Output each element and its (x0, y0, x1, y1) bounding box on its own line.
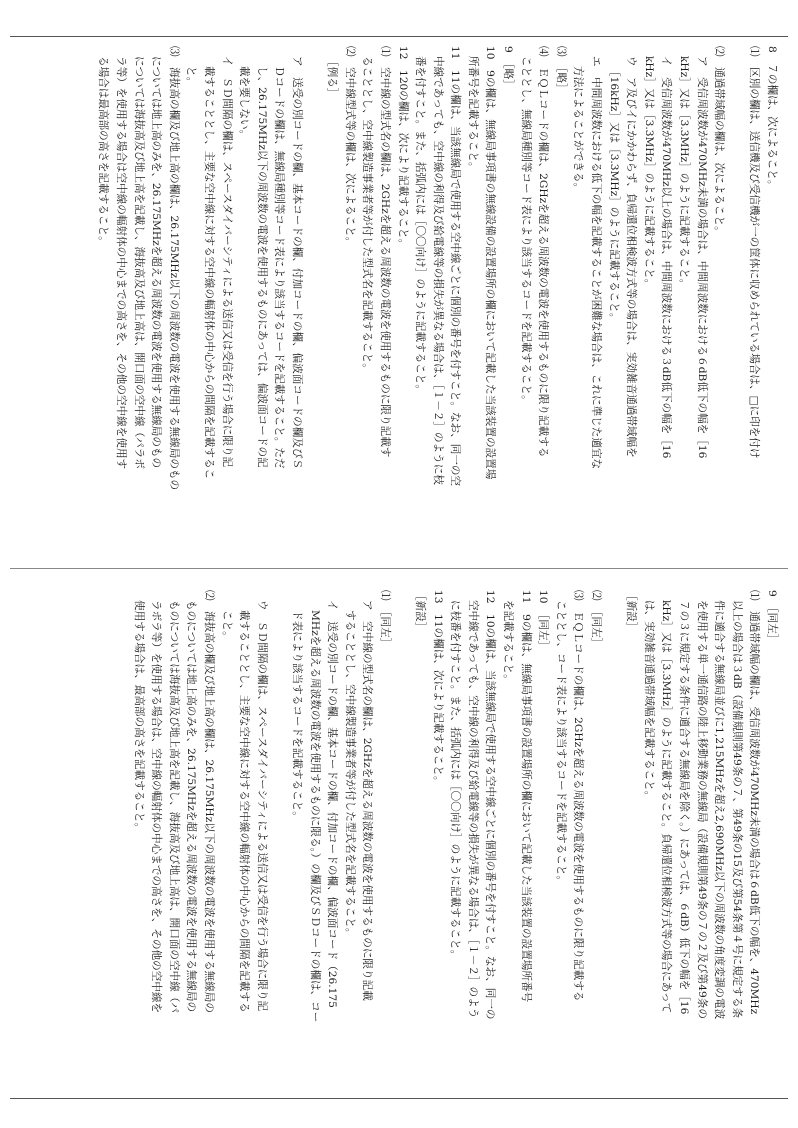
text-line (393, 590, 411, 1087)
text-line: ⑴ ［同左］ (378, 590, 391, 649)
text-line: ⑵ 通過帯域幅の欄は、次によること。 (713, 46, 726, 237)
text-line: ることとし、空中線製造事業者等が付した型式名を記載すること。 (361, 56, 374, 374)
text-line: 10 9の欄は、無線局事項書の無線設備の設置場所の欄において記載した当該装置の設置場 (484, 46, 497, 480)
text-line: ［新設］ (414, 590, 427, 633)
text-line: 使用する場合は、最高部の高さを記載すること。 (132, 600, 145, 834)
text-line: ７の３に規定する条件に適合する無線局を除く。）にあっては、６dB）低下の幅を［16 (678, 600, 691, 1015)
text-line: 11 9の欄は、無線局事項書の設置場所の欄において記載した当該装置の設置場所番号 (519, 590, 532, 1003)
text-line: ド表により該当するコードを記載すること。 (290, 610, 303, 822)
text-line: MHzを超える周波数の電波を使用するものに限る。）の欄及びＳＤコードの欄は、コー (308, 610, 321, 1023)
top-rule (10, 36, 788, 37)
text-line: ラボラ等）を使用する場合は、空中線の輻射体の中心までの高さを、その他の空中線を (150, 600, 163, 1014)
text-line: イ 送受の別コードの欄、基本コードの欄、付加コードの欄、偏波面コード（26.175 (326, 600, 339, 1008)
text-line: こと。 (220, 610, 233, 642)
text-line (270, 590, 288, 1087)
text-line: ウ ア及びイにかかわらず、負帰還位相検波方式等の場合は、実効雑音通過帯域幅を (625, 56, 638, 458)
text-line: ⑵ ［同左］ (590, 590, 603, 649)
text-line: 以上の場合は３dB（設備規則第49条の７、第49条の15及び第54条第４号に規定する条 (730, 600, 743, 1019)
text-line: 載することとし、主要な空中線に対する空中線の輻射体の中心からの間隔を記載するこ (203, 66, 215, 480)
text-line: 9 ［同左］ (766, 590, 778, 645)
center-rule (10, 568, 788, 569)
text-line: 空中線であっても、空中線の利得及び給電線等の損失が異なる場合は、［１－２］のよう (466, 600, 479, 1019)
revised-text-column (22, 46, 780, 549)
text-line: kHz］又は［3.3MHz］のように記載すること。 (642, 56, 655, 290)
text-line: については地上高のみを、26.175MHzを超える周波数の電波を使用する無線局のもの (150, 56, 163, 469)
text-line (604, 590, 622, 1087)
text-line: ⑵ 空中線型式等の欄は、次によること。 (343, 46, 356, 248)
text-line: 12 10の欄は、当該無線局で使用する空中線ごとに個別の番号を付すこと。なお、同一の (484, 590, 497, 1020)
text-line: 13 11の欄は、次により記載すること。 (431, 590, 444, 787)
text-line: ⑶ ＥＱＬコードの欄は、2GHzを超える周波数の電波を使用するものに限り記載する (572, 590, 585, 1002)
text-line (305, 46, 323, 549)
text-line: ラ等）を使用する場合は空中線の輻射体の中心までの高さを、その他の空中線を使用す (115, 56, 128, 470)
text-line: に枝番を付すこと。また、括弧内には［〇〇向け］のように記載すること。 (449, 600, 462, 961)
text-line: kHz］又は［3.3MHz］のように記載すること。負帰還位相検波方式等の場合にあって (660, 600, 673, 1014)
text-line: ア 送受の別コードの欄、基本コードの欄、付加コードの欄、偏波面コードの欄及びＳ (290, 56, 303, 470)
text-line: こととし、コード表により該当するコードを記載すること。 (554, 600, 567, 887)
text-line: Ｄコードの欄は、無線局種別等コード表により該当するコードを記載すること。ただ (273, 66, 286, 469)
text-line: ［新設］ (625, 590, 638, 633)
text-line: は、実効雑音通過帯域幅を記載すること。 (642, 600, 655, 802)
text-line: kHz］又は［3.3MHz］のように記載すること。 (678, 56, 691, 290)
text-line: 11 11の欄は、当該無線局で使用する空中線ごとに個別の番号を付すこと。なお、同一の空 (449, 46, 462, 487)
text-line: することとし、空中線製造事業者等が付した型式名を記載すること。 (343, 610, 356, 939)
text-line: ⑶ ［略］ (554, 46, 567, 94)
text-line: 10 ［同左］ (537, 590, 550, 652)
revised-text-panel (22, 46, 780, 549)
text-line: と。 (185, 66, 198, 88)
text-line: 方法によることができる。 (572, 66, 585, 194)
current-text-lines (129, 590, 780, 1087)
text-line: ⑶ 海抜高の欄及び地上高の欄は、26.175MHz以下の周波数の電波を使用する無線局のもの (167, 46, 180, 491)
text-line: ものについては地上高のみを、26.175MHzを超える周波数の電波を使用する無線局の (185, 600, 198, 1013)
text-line: イ ＳＤ間隔の欄は、スペースダイバーシティによる送信又は受信を行う場合に限り記 (220, 56, 233, 468)
text-line: については海抜高及び地上高を記載し、海抜高及び地上高は、開口面の空中線（パラボ (132, 56, 145, 469)
text-line: イ 受信周波数が470MHz以上の場合は、中間周波数における３dB低下の幅を［16 (660, 56, 673, 459)
text-line: ア 受信周波数が470MHz未満の場合は、中間周波数における６dB低下の幅を［16 (695, 56, 708, 459)
text-line: ⑵ 海抜高の欄及び地上高の欄は、26.175MHz以下の周波数の電波を使用する無線局の (203, 590, 215, 1013)
text-line: 中線であっても、空中線の利得及び給電線等の損失が異なる場合は、［１－２］のように枝 (431, 56, 444, 485)
text-line: ⑴ 区別の欄は、送信機及び受信機が一の筐体に収められている場合は、□に印を付け (748, 46, 761, 459)
current-text-panel (22, 590, 780, 1087)
text-line: 件に適合する無線局並びに1,215MHzを超え2,690MHz以下の周波数の角度変調の電波 (713, 600, 726, 1020)
text-line: ものについては海抜高及び地上高を記載し、海抜高及び地上高は、開口面の空中線（パ (167, 600, 180, 1013)
text-line: 載を要しない。 (238, 66, 251, 141)
text-line: ［例る］ (326, 56, 339, 99)
text-line: を記載すること。 (502, 600, 515, 685)
text-line: ア 空中線の型式名の欄は、2GHzを超える周波数の電波を使用するものに限り記載 (361, 600, 374, 1001)
text-line: 9 ［略］ (502, 46, 515, 90)
text-line: ⑴ 通過帯域幅の欄は、受信周波数が470MHz未満の場合は６dB低下の幅を、470MHz (748, 590, 761, 1015)
text-line: る場合は最高部の高さを記載すること。 (97, 56, 110, 247)
text-line: 番を付すこと。また、括弧内には［〇〇向け］のように記載すること。 (414, 56, 427, 395)
text-line: を使用する単一通信路の陸上移動業務の無線局（設備規則第49条の７の２及び第49条の (695, 600, 708, 1019)
text-line: ⑴ 空中線の型式名の欄は、2GHzを超える周波数の電波を使用するものに限り記載す (378, 46, 391, 458)
text-line: 12 120の欄は、次により記載すること。 (396, 46, 409, 250)
text-line: 載することとし、主要な空中線に対する空中線の輻射体の中心からの間隔を記載する (238, 610, 251, 1013)
text-line: ウ ＳＤ間隔の欄は、スペースダイバーシティによる送信又は受信を行う場合に限り記 (255, 600, 268, 1012)
text-line: 所番号を記載すること。 (466, 56, 479, 173)
text-line: ⑷ ＥＱＬコードの欄は、2GHzを超える周波数の電波を使用するものに限り記載する (537, 46, 550, 458)
text-line: ［16kHz］又は［3.3MHz］のように記載すること。 (607, 66, 620, 324)
text-line: エ 中間周波数における低下の幅を記載することが困難な場合は、これに準じた適宜な (590, 56, 603, 470)
current-text-column (22, 590, 780, 1087)
text-line: し、26.175MHz以下の周波数の電波を使用するものにあっては、偏波面コードの記 (255, 66, 268, 468)
bottom-rule (10, 1098, 788, 1099)
revised-text-lines (94, 46, 780, 549)
text-line (727, 46, 745, 549)
text-line: 8 ７の欄は、次によること。 (766, 46, 778, 191)
text-line: こととし、無線局種別等コード表により該当するコードを記載すること。 (519, 56, 532, 406)
